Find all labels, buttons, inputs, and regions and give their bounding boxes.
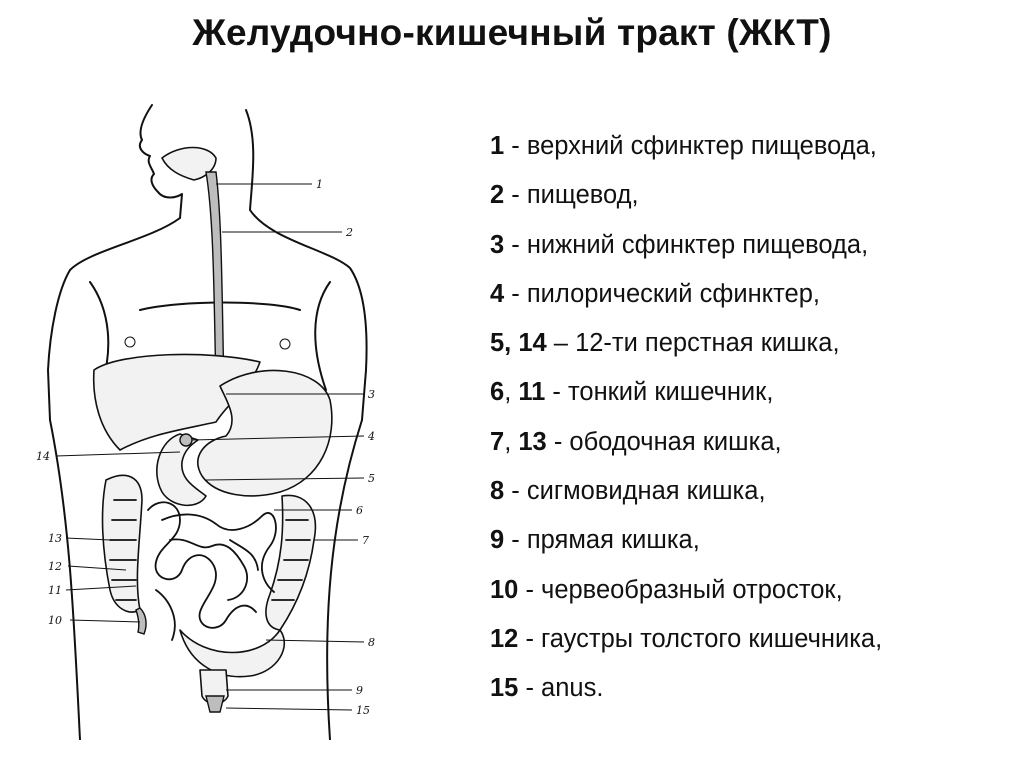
appendix xyxy=(136,608,146,634)
legend-description: - червеобразный отросток, xyxy=(518,575,843,604)
legend-description: - сигмовидная кишка, xyxy=(504,477,766,506)
legend-number: 1 xyxy=(490,132,505,160)
legend-description: - пищевод, xyxy=(504,181,639,210)
legend-description: - пилорический сфинктер, xyxy=(504,279,820,308)
legend-item xyxy=(490,227,1010,276)
legend-number: 4 xyxy=(490,279,505,308)
legend-description: - anus. xyxy=(518,674,604,703)
sigmoid-colon xyxy=(180,630,284,677)
label-8: 8 xyxy=(368,636,375,649)
legend-number: 12 xyxy=(490,624,519,653)
label-1: 1 xyxy=(316,178,323,191)
esophagus xyxy=(162,148,224,391)
legend-description: - гаустры толстого кишечника, xyxy=(518,624,883,653)
legend-item xyxy=(490,276,1010,325)
label-4: 4 xyxy=(368,430,375,443)
label-3: 3 xyxy=(368,388,375,401)
legend-number: 5, 14 xyxy=(490,329,547,358)
legend-item xyxy=(490,128,1010,177)
legend-list xyxy=(490,128,1010,720)
legend-number: 2 xyxy=(490,181,505,210)
legend-item xyxy=(490,374,1010,423)
legend-separator: , xyxy=(504,378,519,407)
colon xyxy=(103,475,316,630)
legend-number: 11 xyxy=(518,378,546,407)
legend-description: – 12-ти перстная кишка, xyxy=(546,329,840,358)
legend-number: 8 xyxy=(490,477,505,506)
label-14: 14 xyxy=(36,450,50,463)
label-6: 6 xyxy=(356,504,363,517)
pyloric-sphincter xyxy=(180,434,192,446)
legend-number: 7 xyxy=(490,427,505,456)
legend-number: 6 xyxy=(490,378,505,407)
label-5: 5 xyxy=(368,472,375,485)
label-15: 15 xyxy=(356,704,370,717)
small-intestine xyxy=(148,502,276,640)
legend-description: - прямая кишка, xyxy=(504,526,700,555)
label-10: 10 xyxy=(48,614,62,627)
page-title: Желудочно-кишечный тракт (ЖКТ) xyxy=(192,12,832,53)
legend-number: 3 xyxy=(490,230,505,259)
legend-description: - нижний сфинктер пищевода, xyxy=(504,230,869,259)
legend-item xyxy=(490,670,1010,719)
legend-item xyxy=(490,177,1010,226)
legend-number: 15 xyxy=(490,674,519,703)
label-11: 11 xyxy=(48,584,62,597)
label-7: 7 xyxy=(362,534,369,547)
legend-item xyxy=(490,572,1010,621)
legend-item xyxy=(490,522,1010,571)
label-9: 9 xyxy=(356,684,363,697)
legend-item xyxy=(490,473,1010,522)
legend-number: 10 xyxy=(490,575,519,604)
anus xyxy=(206,696,224,712)
legend-item xyxy=(490,424,1010,473)
legend-description: - верхний сфинктер пищевода, xyxy=(504,132,877,160)
legend-description: - ободочная кишка, xyxy=(546,427,782,456)
legend-item xyxy=(490,325,1010,374)
label-2: 2 xyxy=(346,226,353,239)
legend-separator: , xyxy=(504,427,519,456)
label-13: 13 xyxy=(48,532,62,545)
digestive-tract-illustration xyxy=(30,100,450,740)
label-12: 12 xyxy=(48,560,62,573)
legend-description: - тонкий кишечник, xyxy=(545,378,774,407)
legend-number: 13 xyxy=(518,427,547,456)
legend-item xyxy=(490,621,1010,670)
legend-number: 9 xyxy=(490,526,505,555)
